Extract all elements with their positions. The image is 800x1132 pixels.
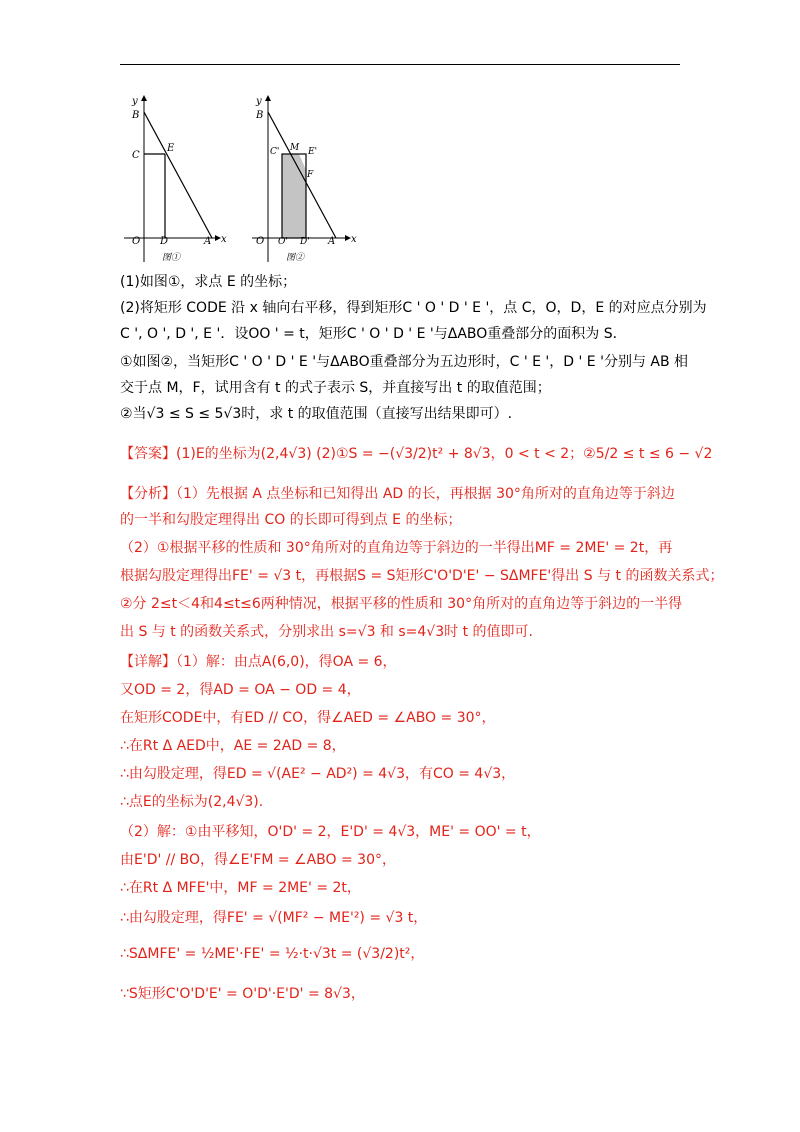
question-part-2-line-1: (2)将矩形 CODE 沿 x 轴向右平移，得到矩形C ' O ' D ' E '，点 C，O，D，E 的对应点分别为 xyxy=(120,300,707,316)
question-part-2a-line-2: 交于点 M，F，试用含有 t 的式子表示 S，并直接写出 t 的取值范围； xyxy=(120,380,551,396)
axis-x-label: x xyxy=(221,234,227,245)
detail-line-6: ∴点E的坐标为(2,4√3). xyxy=(120,794,264,810)
detail-line-2: 又OD = 2，得AD = OA − OD = 4， xyxy=(120,682,361,698)
analysis-line-1 xyxy=(120,484,690,504)
axis-y-label: y xyxy=(256,96,262,107)
analysis-text-1: （1）先根据 A 点坐标和已知得出 AD 的长，再根据 30°角所对的直角边等于斜边 xyxy=(176,486,675,502)
header-rule xyxy=(120,64,680,65)
point-d-label: D xyxy=(160,236,169,247)
figure-2-caption: 图② xyxy=(286,253,305,263)
question-part-2-line-2: C ', O ', D ', E '．设OO ' = t，矩形C ' O ' D ' E '与ΔABO重叠部分的面积为 S． xyxy=(120,326,627,342)
point-e-prime-label: E' xyxy=(308,147,318,157)
axis-x-label: x xyxy=(351,234,357,245)
detail-line-7: （2）解：①由平移知，O'D' = 2，E'D' = 4√3，ME' = OO' = t， xyxy=(120,824,541,840)
detail-line-10: ∴由勾股定理，得FE' = √(MF² − ME'²) = √3 t， xyxy=(120,910,428,926)
figure-1-caption: 图① xyxy=(162,253,181,263)
point-o-prime-label: O' xyxy=(278,237,288,247)
point-e-label: E xyxy=(167,143,175,154)
point-o-label: O xyxy=(256,236,265,247)
analysis-line-5: ②分 2≤t＜4和4≤t≤6两种情况，根据平移的性质和 30°角所对的直角边等于斜边的一半得 xyxy=(120,596,683,612)
point-c-prime-label: C' xyxy=(270,147,280,157)
point-d-prime-label: D' xyxy=(300,237,310,247)
answer-label: 【答案】 xyxy=(120,446,176,462)
detail-line-11: ∴SΔMFE' = ½ME'·FE' = ½·t·√3t = (√3/2)t²， xyxy=(120,946,425,962)
point-f-label: F xyxy=(307,170,314,180)
detail-line-8: 由E'D' // BO，得∠E'FM = ∠ABO = 30°， xyxy=(120,852,396,868)
detail-line-3: 在矩形CODE中，有ED // CO，得∠AED = ∠ABO = 30°， xyxy=(120,710,496,726)
detail-line-1 xyxy=(120,652,690,672)
point-b-label: B xyxy=(256,110,264,121)
point-c-label: C xyxy=(132,150,140,161)
detail-line-4: ∴在Rt Δ AED中，AE = 2AD = 8， xyxy=(120,738,346,754)
figure-2 xyxy=(248,92,360,267)
question-part-1: (1)如图①，求点 E 的坐标； xyxy=(120,274,297,290)
point-a-label: A xyxy=(204,236,212,247)
point-m-label: M xyxy=(290,143,300,153)
figure-1 xyxy=(120,92,230,267)
question-part-2b: ②当√3 ≤ S ≤ 5√3时，求 t 的取值范围（直接写出结果即可）. xyxy=(120,406,513,422)
analysis-label: 【分析】 xyxy=(120,486,176,502)
point-b-label: B xyxy=(132,110,140,121)
analysis-line-3: （2）①根据平移的性质和 30°角所对的直角边等于斜边的一半得出MF = 2ME' = 2t，再 xyxy=(120,540,673,556)
answer-line xyxy=(120,444,713,464)
detail-label: 【详解】 xyxy=(120,654,176,670)
point-a-label: A xyxy=(328,236,336,247)
analysis-line-4: 根据勾股定理得出FE' = √3 t，再根据S = S矩形C'O'D'E' − SΔMFE'得出 S 与 t 的函数关系式； xyxy=(120,568,724,584)
analysis-line-2: 的一半和勾股定理得出 CO 的长即可得到点 E 的坐标； xyxy=(120,512,462,528)
analysis-line-6: 出 S 与 t 的函数关系式，分别求出 s=√3 和 s=4√3时 t 的值即可. xyxy=(120,624,533,640)
detail-line-12: ∵S矩形C'O'D'E' = O'D'·E'D' = 8√3， xyxy=(120,986,365,1002)
detail-line-5: ∴由勾股定理，得ED = √(AE² − AD²) = 4√3，有CO = 4√3， xyxy=(120,766,516,782)
detail-line-9: ∴在Rt Δ MFE'中，MF = 2ME' = 2t， xyxy=(120,880,361,896)
axis-y-label: y xyxy=(132,96,138,107)
answer-content: (1)E的坐标为(2,4√3) (2)①S = −(√3/2)t² + 8√3，0 < t < 2；②5/2 ≤ t ≤ 6 − √2 xyxy=(176,446,713,462)
point-o-label: O xyxy=(132,236,141,247)
question-part-2a-line-1: ①如图②，当矩形C ' O ' D ' E '与ΔABO重叠部分为五边形时，C ' E '，D ' E '分别与 AB 相 xyxy=(120,354,689,370)
detail-text-1: （1）解：由点A(6,0)，得OA = 6， xyxy=(176,654,397,670)
